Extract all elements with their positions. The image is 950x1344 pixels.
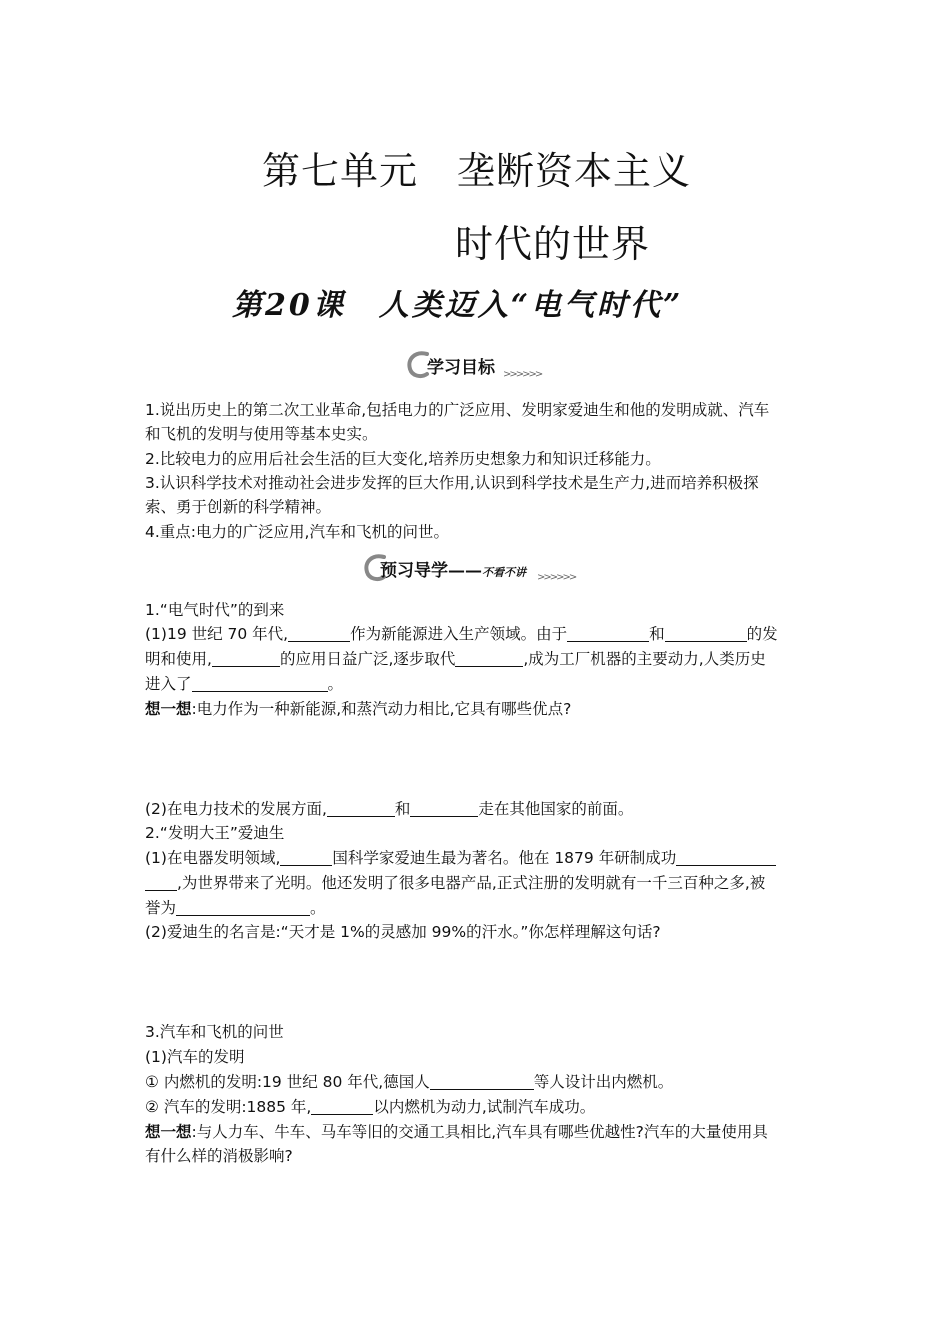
paragraph-line	[145, 871, 815, 895]
fill-blank[interactable]	[430, 1071, 534, 1090]
text: 进入了	[145, 675, 192, 693]
fill-blank[interactable]	[676, 847, 776, 866]
preview-banner	[362, 550, 602, 586]
goal-line: 4.重点:电力的广泛应用,汽车和飞机的问世。	[145, 523, 449, 541]
arrows-icon: >>>>>>	[537, 572, 576, 583]
goals-banner-label: 学习目标	[427, 358, 495, 378]
paragraph-line: (2)爱迪生的名言是:“天才是 1%的灵感加 99%的汗水。”你怎样理解这句话?	[145, 923, 661, 941]
fill-blank[interactable]	[212, 648, 280, 667]
text: ② 汽车的发明:1885 年,	[145, 1098, 312, 1116]
fill-blank[interactable]	[145, 872, 177, 891]
fill-blank[interactable]	[176, 897, 310, 916]
list-item	[145, 1070, 815, 1094]
fill-blank[interactable]	[410, 798, 478, 817]
think-question	[145, 697, 815, 721]
section-heading: 3.汽车和飞机的问世	[145, 1023, 284, 1041]
fill-blank[interactable]	[288, 623, 350, 642]
text: (2)在电力技术的发展方面,	[145, 800, 327, 818]
text: 的应用日益广泛,逐步取代	[279, 650, 456, 668]
text: ,成为工厂机器的主要动力,人类历史	[523, 650, 766, 668]
fill-blank[interactable]	[327, 798, 395, 817]
goal-line: 和飞机的发明与使用等基本史实。	[145, 425, 378, 443]
text: :与人力车、牛车、马车等旧的交通工具相比,汽车具有哪些优越性?汽车的大量使用具	[191, 1123, 768, 1141]
text: 以内燃机为动力,试制汽车成功。	[373, 1098, 596, 1116]
text: 等人设计出内燃机。	[533, 1073, 674, 1091]
text: 走在其他国家的前面。	[478, 800, 634, 818]
fill-blank[interactable]	[311, 1096, 373, 1115]
think-question	[145, 1120, 815, 1144]
unit-title-line1: 第七单元 垄断资本主义	[262, 149, 692, 193]
fill-blank[interactable]	[280, 847, 332, 866]
text: ,为世界带来了光明。他还发明了很多电器产品,正式注册的发明就有一千三百种之多,被	[177, 874, 766, 892]
fill-blank[interactable]	[567, 623, 649, 642]
think-question-cont: 有什么样的消极影响?	[145, 1147, 293, 1165]
text: 明和使用,	[145, 650, 212, 668]
goal-line: 3.认识科学技术对推动社会进步发挥的巨大作用,认识到科学技术是生产力,进而培养积极探	[145, 474, 759, 492]
text: (1)19 世纪 70 年代,	[145, 625, 289, 643]
section-heading: 1.“电气时代”的到来	[145, 601, 285, 619]
goal-line: 索、勇于创新的科学精神。	[145, 498, 332, 516]
section-heading: 2.“发明大王”爱迪生	[145, 824, 285, 842]
text: 和	[649, 625, 665, 643]
goals-banner	[405, 347, 555, 383]
paragraph-line	[145, 896, 815, 920]
lesson-title: 第20课 人类迈入“电气时代”	[232, 288, 684, 323]
fill-blank[interactable]	[455, 648, 523, 667]
text: 和	[394, 800, 411, 818]
preview-banner-sub: 不看不讲	[482, 566, 526, 579]
paragraph-line	[145, 622, 815, 646]
text: 作为新能源进入生产领域。由于	[350, 625, 568, 643]
goal-line: 1.说出历史上的第二次工业革命,包括电力的广泛应用、发明家爱迪生和他的发明成就、汽车	[145, 401, 770, 419]
preview-banner-label	[380, 556, 526, 581]
text: (1)在电器发明领域,	[145, 849, 281, 867]
fill-blank[interactable]	[665, 623, 747, 642]
list-item	[145, 1095, 815, 1119]
text: 誉为	[145, 899, 177, 917]
think-label: 想一想	[145, 1123, 192, 1141]
paragraph-line	[145, 797, 815, 821]
goal-line: 2.比较电力的应用后社会生活的巨大变化,培养历史想象力和知识迁移能力。	[145, 450, 661, 468]
paragraph-line	[145, 647, 815, 671]
text: :电力作为一种新能源,和蒸汽动力相比,它具有哪些优点?	[191, 700, 572, 718]
paragraph-line	[145, 846, 815, 870]
unit-title-line2: 时代的世界	[455, 222, 651, 266]
arrows-icon: >>>>>>	[503, 369, 542, 380]
text: 的发	[746, 625, 778, 643]
think-label: 想一想	[145, 700, 192, 718]
paragraph-line	[145, 672, 815, 696]
text: 。	[310, 899, 326, 917]
text: 。	[327, 675, 344, 693]
text: ① 内燃机的发明:19 世纪 80 年代,德国人	[145, 1073, 430, 1091]
preview-banner-dash: ——	[448, 561, 482, 581]
text: 国科学家爱迪生最为著名。他在 1879 年研制成功	[332, 849, 677, 867]
sub-heading: (1)汽车的发明	[145, 1048, 245, 1066]
fill-blank[interactable]	[192, 673, 328, 692]
preview-banner-title: 预习导学	[380, 561, 448, 581]
